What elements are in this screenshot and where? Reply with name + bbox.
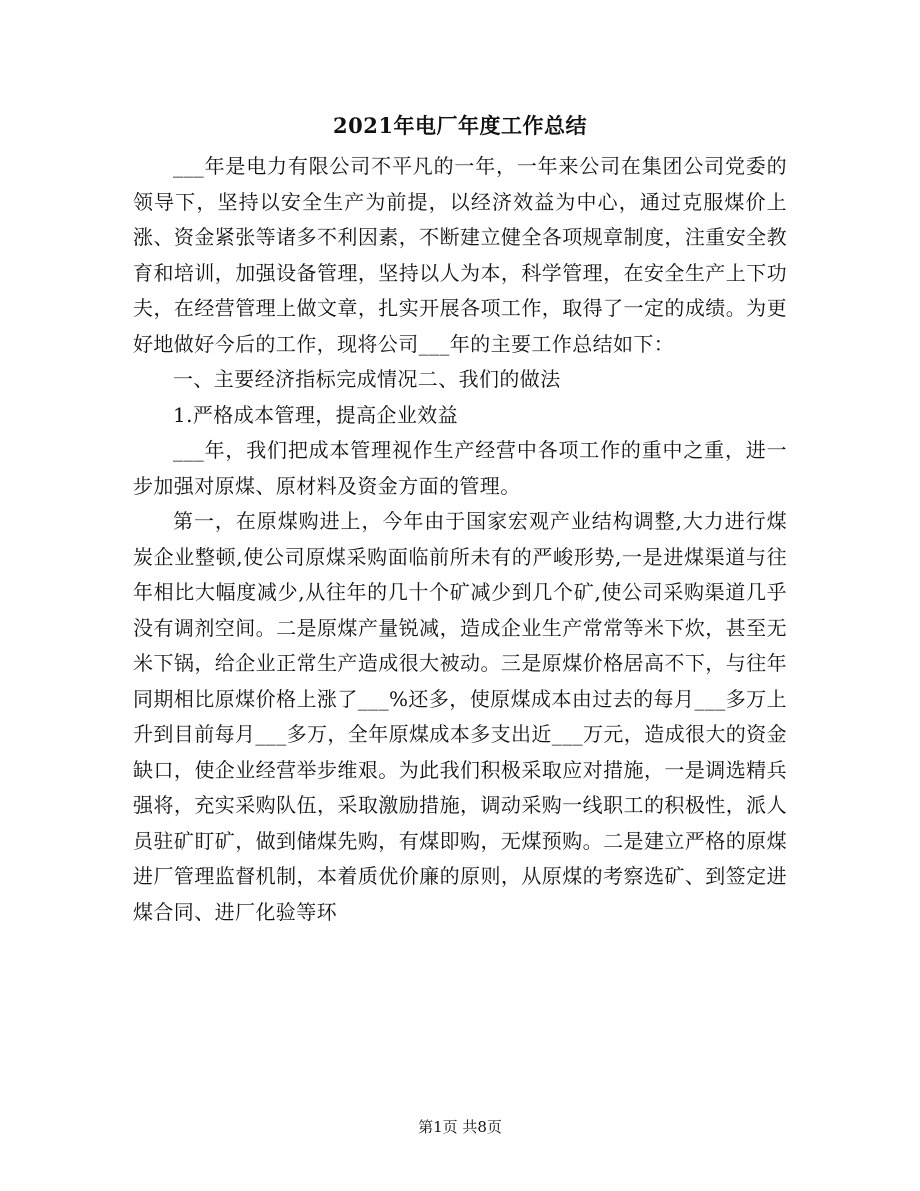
document-body [133, 149, 787, 930]
page-number: 第1页 共8页 [418, 1118, 502, 1136]
paragraph-cost-management: ___年，我们把成本管理视作生产经营中各项工作的重中之重，进一步加强对原煤、原材料及资金方面的管理。 [133, 438, 787, 498]
paragraph-coal-purchase: 第一，在原煤购进上，今年由于国家宏观产业结构调整,大力进行煤炭企业整顿,使公司原煤采购面临前所未有的严峻形势,一是进煤渠道与往年相比大幅度减少,从往年的几十个矿减少到几个矿,使公司采购渠道几乎没有调剂空间。二是原煤产量锐减，造成企业生产常常等米下炊，甚至无米下锅，给企业正常生产造成很大被动。三是原煤价格居高不下，与往年同期相比原煤价格上涨了___%还多，使原煤成本由过去的每月___多万上升到目前每月___多万，全年原煤成本多支出近___万元，造成很大的资金缺口，使企业经营举步维艰。为此我们积极采取应对措施，一是调选精兵强将，充实采购队伍，采取激励措施，调动采购一线职工的积极性，派人员驻矿盯矿，做到储煤先购，有煤即购，无煤预购。二是建立严格的原煤进厂管理监督机制，本着质优价廉的原则，从原煤的考察选矿、到签定进煤合同、进厂化验等环 [133, 509, 787, 924]
document-title: 2021年电厂年度工作总结 [333, 113, 587, 138]
section-heading: 一、主要经济指标完成情况二、我们的做法 [173, 367, 561, 391]
subsection-heading: 1.严格成本管理，提高企业效益 [173, 402, 459, 427]
paragraph-intro: ___年是电力有限公司不平凡的一年，一年来公司在集团公司党委的领导下，坚持以安全生产为前提，以经济效益为中心，通过克服煤价上涨、资金紧张等诸多不利因素，不断建立健全各项规章制度，注重安全教育和培训，加强设备管理，坚持以人为本，科学管理，在安全生产上下功夫，在经营管理上做文章，扎实开展各项工作，取得了一定的成绩。为更好地做好今后的工作，现将公司___年的主要工作总结如下： [133, 154, 787, 356]
